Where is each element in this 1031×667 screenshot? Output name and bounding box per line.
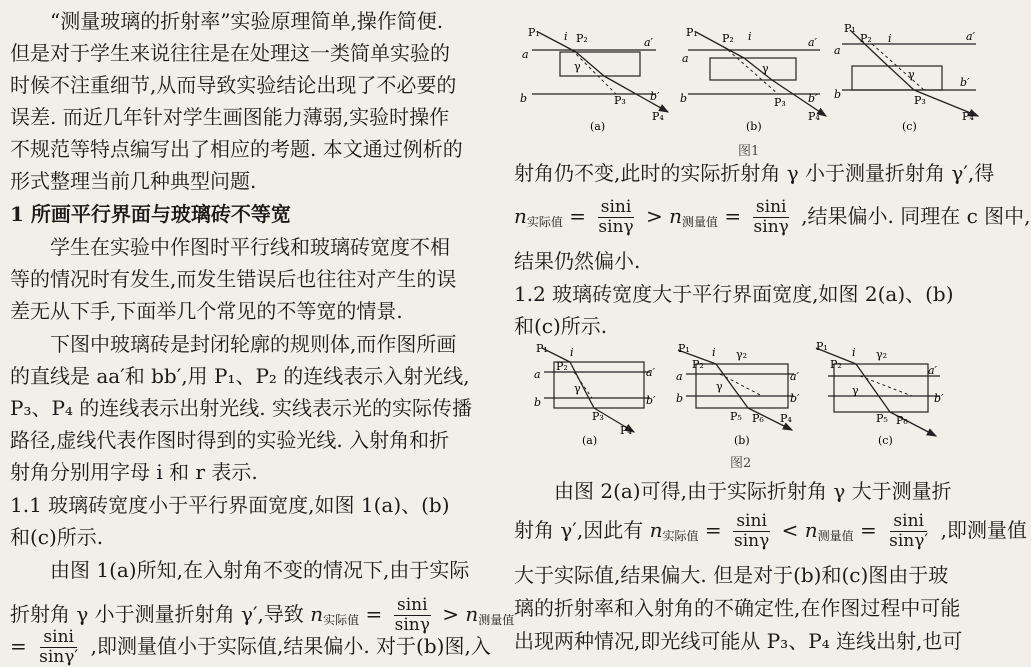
label-a: a [676,370,683,383]
formula-text: 射角 γ′,因此有 [514,518,644,542]
math-subscript: 实际值 [526,215,563,229]
label-p4: P₄ [652,110,664,123]
math-symbol: n [804,518,818,542]
paragraph-line: 误差. 而近几年针对学生画图能力薄弱,实验时操作 [10,105,450,129]
caption-c: (c) [878,434,893,447]
caption-c: (c) [902,120,917,133]
paragraph-line: 大于实际值,结果偏大. 但是对于(b)和(c)图由于玻 [514,563,949,587]
math-subscript: 测量值 [478,613,515,627]
formula-line [514,511,1027,551]
caption-b: (b) [746,120,762,133]
subsection-heading: 1.1 玻璃砖宽度小于平行界面宽度,如图 1(a)、(b) [10,493,450,517]
fraction-denominator: sinγ [753,217,789,237]
figure-1-caption: 图1 [738,144,760,159]
caption-a: (a) [590,120,606,133]
caption-b: (b) [734,434,750,447]
label-a-prime: a′ [928,364,938,377]
label-p3: P₃ [614,94,626,107]
label-gamma: γ [574,382,581,395]
math-symbol: n [649,518,663,542]
paragraph-line: 由图 1(a)所知,在入射角不变的情况下,由于实际 [50,558,470,582]
math-subscript: 测量值 [682,215,719,229]
label-p1: P₁ [678,342,690,355]
label-b-prime: b′ [960,76,970,89]
label-p4: P₄ [780,412,792,425]
formula-text: ,结果偏小. 同理在 c 图中, [801,204,1031,228]
figure-2 [530,340,960,450]
section-heading: 1 所画平行界面与玻璃砖不等宽 [10,202,291,226]
math-subscript: 测量值 [817,529,854,543]
label-p3: P₃ [774,96,786,109]
label-b: b [520,92,528,105]
label-p1: P₁ [686,26,698,39]
math-operator: > [442,602,460,626]
label-p5: P₅ [876,412,888,425]
math-subscript: 实际值 [323,613,360,627]
label-p1: P₁ [536,342,548,355]
math-operator: = [569,204,587,228]
paragraph-line: P₃、P₄ 的连线表示出射光线. 实线表示光的实际传播 [10,396,473,420]
figure-2a [534,342,656,447]
label-p1: P₁ [844,22,856,35]
paragraph-line: 等的情况时有发生,而发生错误后也往往对产生的误 [10,267,457,291]
fraction-numerator: sini [598,198,635,218]
caption-a: (a) [582,434,598,447]
figure-1c [834,22,978,133]
label-p4: P₄ [808,110,820,123]
label-p1: P₁ [816,340,828,353]
label-a-prime: a′ [646,366,656,379]
label-a-prime: a′ [966,30,976,43]
label-b: b [676,392,684,405]
paragraph-line: 差无从下手,下面举几个常见的不等宽的情景. [10,299,403,323]
label-p4: P₄ [962,110,974,123]
fraction [36,628,81,667]
math-symbol: n [465,602,479,626]
label-p3: P₃ [592,410,604,423]
fraction-numerator: sini [753,198,790,218]
label-p6: P₆ [896,414,908,427]
label-a: a [682,52,689,65]
fraction [595,198,636,237]
label-b: b [534,396,542,409]
label-b-prime: b′ [790,392,800,405]
paragraph-line: 和(c)所示. [10,525,104,549]
label-p1: P₁ [528,26,540,39]
fraction [886,512,931,551]
fraction-numerator: sini [394,596,431,616]
formula-text: ,即测量值小于实际值,结果偏小. 对于(b)图,入 [90,634,491,658]
math-operator: < [781,518,799,542]
fraction-denominator: sinγ [394,615,430,635]
label-p2: P₂ [576,32,588,45]
label-p2: P₂ [860,32,872,45]
fraction-numerator: sini [890,512,927,532]
label-p5: P₅ [730,410,742,423]
label-p2: P₂ [556,360,568,373]
paragraph-line: 出现两种情况,即光线可能从 P₃、P₄ 连线出射,也可 [514,629,963,653]
label-i: i [852,346,856,359]
label-b-prime: b′ [808,92,818,105]
label-a: a [534,368,541,381]
math-operator: = [704,518,722,542]
label-b: b [834,88,842,101]
math-symbol: n [310,602,324,626]
label-gamma: γ [762,62,769,75]
figure-2-caption: 图2 [730,456,752,471]
label-gamma-2: γ₂ [876,348,887,361]
fraction-denominator: sinγ′ [39,647,79,667]
label-p4: P₄ [620,424,632,437]
subsection-heading: 1.2 玻璃砖宽度大于平行界面宽度,如图 2(a)、(b) [514,282,954,306]
math-operator: > [646,204,663,228]
paragraph-line: 射角仍不变,此时的实际折射角 γ 小于测量折射角 γ′,得 [514,161,995,185]
label-p6: P₆ [752,412,764,425]
math-operator: = [724,204,742,228]
paragraph-line: 结果仍然偏小. [514,249,641,273]
fraction [751,198,792,237]
fraction-denominator: sinγ [733,531,770,551]
paragraph-line: 和(c)所示. [514,314,608,338]
label-i: i [564,30,568,43]
label-gamma: γ [852,384,859,397]
formula-text: ,即测量值 [940,518,1027,542]
label-p2: P₂ [722,32,734,45]
label-b-prime: b′ [650,90,660,103]
paragraph-line: 不规范等特点编写出了相应的考题. 本文通过例析的 [10,137,463,161]
label-gamma: γ [908,68,915,81]
math-symbol: n [669,204,683,228]
label-a: a [834,44,841,57]
math-symbol: n [514,204,527,228]
label-p3: P₃ [914,94,926,107]
figure-1a [520,26,668,133]
formula-line [514,197,1031,237]
paragraph-line: “测量玻璃的折射率”实验原理简单,操作简便. [50,9,444,33]
fraction-numerator: sini [733,512,770,532]
label-gamma: γ [574,60,581,73]
label-p2: P₂ [692,358,704,371]
math-operator: = [860,518,877,542]
paragraph-line: 射角分别用字母 i 和 r 表示. [10,460,258,484]
figure-2c [816,340,944,447]
paragraph-line: 下图中玻璃砖是封闭轮廓的规则体,而作图所画 [50,332,457,356]
math-operator: = [10,634,27,658]
label-a-prime: a′ [808,36,818,49]
label-a-prime: a′ [644,36,654,49]
label-gamma: γ [716,380,723,393]
label-p2: P₂ [830,358,842,371]
paragraph-line: 形式整理当前几种典型问题. [10,169,257,193]
paragraph-line: 时候不注重细节,从而导致实验结论出现了不必要的 [10,73,457,97]
math-operator: = [365,602,383,626]
label-i: i [712,346,716,359]
label-b-prime: b′ [646,394,656,407]
label-i: i [570,346,574,359]
label-b: b [680,92,688,105]
paragraph-line: 但是对于学生来说往往是在处理这一类简单实验的 [10,41,450,65]
fraction-denominator: sinγ [598,217,634,237]
paragraph-line: 由图 2(a)可得,由于实际折射角 γ 大于测量折 [554,479,952,503]
paragraph-line: 的直线是 aa′和 bb′,用 P₁、P₂ 的连线表示入射光线, [10,364,470,388]
paragraph-line: 路径,虚线代表作图时得到的实验光线. 入射角和折 [10,428,450,452]
label-b-prime: b′ [934,392,944,405]
label-a-prime: a′ [790,370,800,383]
figure-1b [680,26,826,133]
label-i: i [748,30,752,43]
label-a: a [522,48,529,61]
figure-1 [516,22,992,140]
math-subscript: 实际值 [662,529,699,543]
paragraph-line: 学生在实验中作图时平行线和玻璃砖宽度不相 [50,235,450,259]
fraction [731,512,772,551]
label-i: i [888,32,892,45]
formula-text: 折射角 γ 小于测量折射角 γ′,导致 [10,602,304,626]
fraction-numerator: sini [40,628,77,648]
label-gamma-2: γ₂ [736,348,747,361]
figure-2b [676,342,800,447]
formula-line [10,595,515,635]
paragraph-line: 璃的折射率和入射角的不确定性,在作图过程中可能 [514,596,961,620]
formula-line [10,627,491,667]
fraction-denominator: sinγ′ [889,531,929,551]
